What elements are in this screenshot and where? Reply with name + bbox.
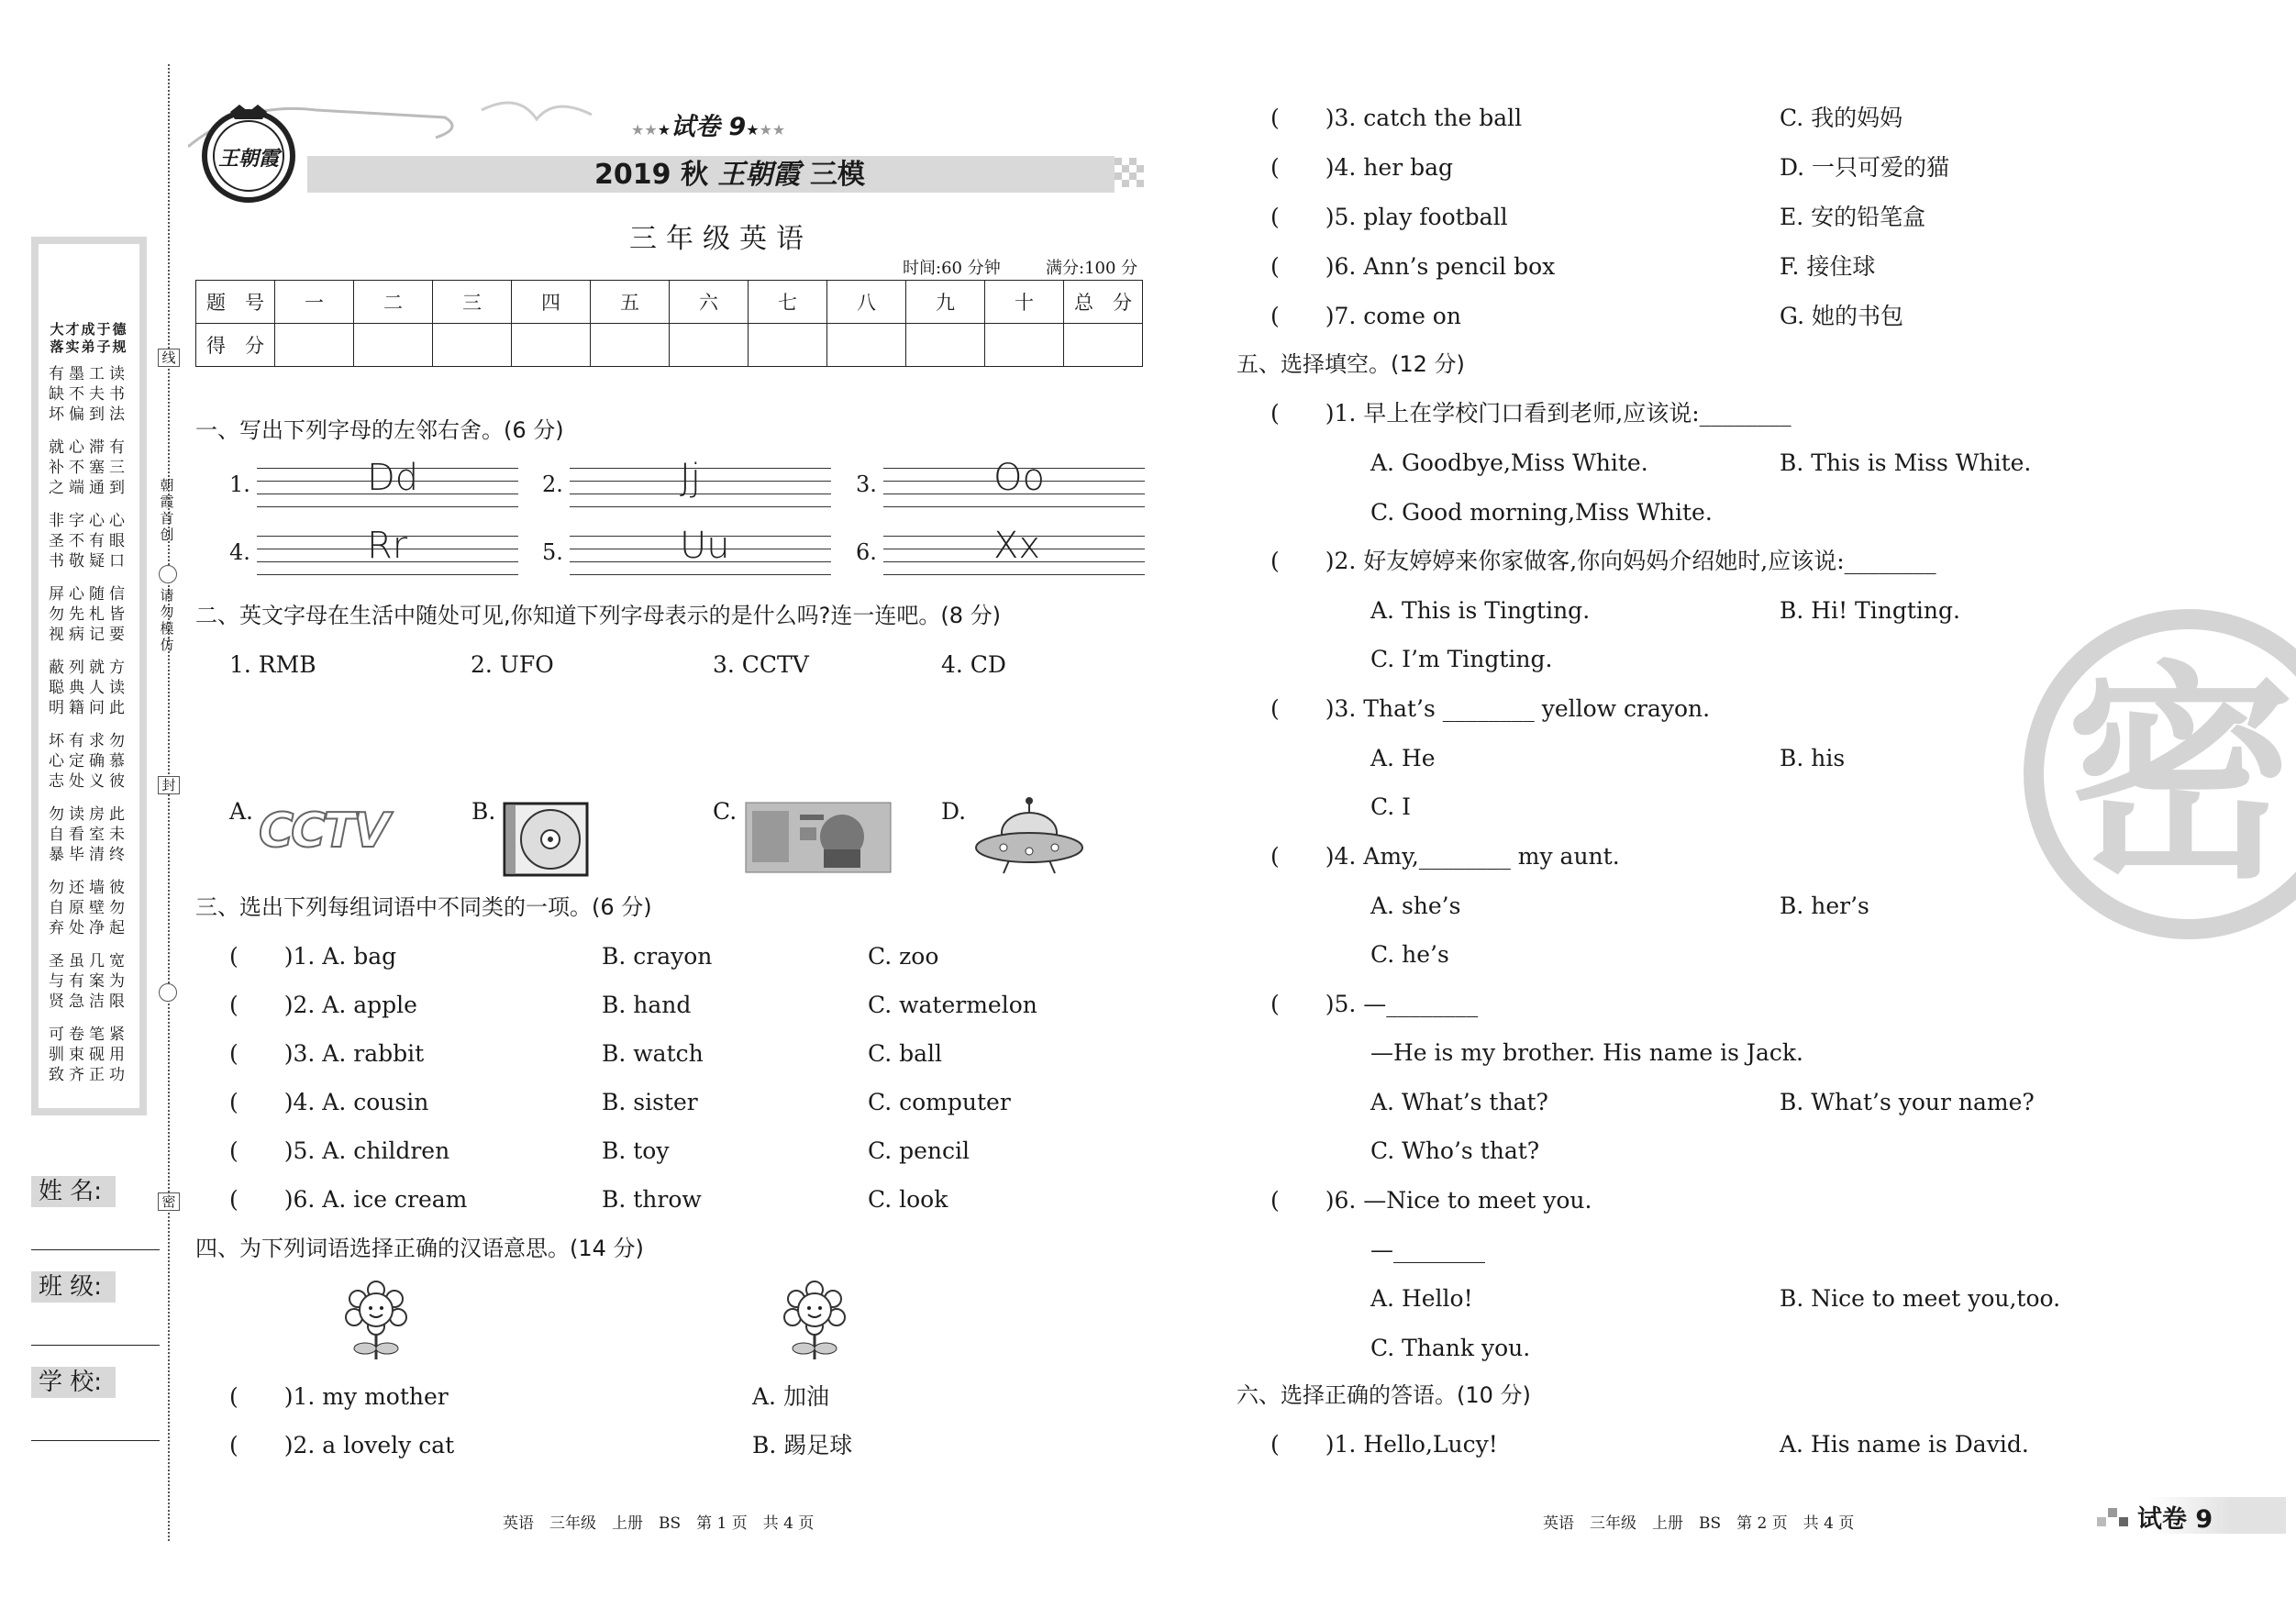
odd-one-out-option: B. hand <box>602 992 692 1018</box>
title-year: 2019 秋 <box>594 159 708 191</box>
four-line-grid[interactable] <box>570 457 831 510</box>
section1-heading: 一、写出下列字母的左邻右舍。(6 分) <box>195 417 564 443</box>
score-input-cell[interactable] <box>591 324 670 367</box>
margin-mark-secret: 密 <box>158 1192 180 1211</box>
four-line-grid[interactable] <box>883 457 1145 510</box>
given-letters: Xx <box>993 525 1041 567</box>
fill-option: A. This is Tingting. <box>1370 597 1591 624</box>
sidebar-verse-line: 自原壁勿 <box>49 899 129 917</box>
fill-option: C. Thank you. <box>1370 1335 1531 1361</box>
meaning-option: E. 安的铅笔盒 <box>1780 204 1926 230</box>
margin-mark-original: 朝霞首创 <box>160 477 174 543</box>
meaning-option: D. 一只可爱的猫 <box>1780 154 1950 181</box>
sidebar-verse-line: 贤急洁限 <box>49 993 129 1011</box>
odd-one-out-option: C. watermelon <box>868 992 1037 1018</box>
score-table-header <box>196 281 1143 324</box>
binding-hole-icon <box>159 565 177 583</box>
score-input-cell[interactable] <box>827 324 906 367</box>
fill-option: C. Good morning,Miss White. <box>1370 499 1713 526</box>
secret-watermark-char: 密 <box>2066 642 2295 909</box>
grid-line <box>570 574 831 575</box>
footer-right: 英语 三年级 上册 BS 第 2 页 共 4 页 <box>1543 1514 1855 1533</box>
meaning-option: B. 踢足球 <box>752 1432 853 1458</box>
footer-left: 英语 三年级 上册 BS 第 1 页 共 4 页 <box>503 1514 815 1533</box>
letter-item-number: 3. <box>856 471 877 497</box>
secret-watermark <box>2024 609 2296 958</box>
score-header-cell: 五 <box>591 281 670 324</box>
four-line-grid[interactable] <box>883 525 1145 578</box>
picture-label-b: B. <box>471 798 496 825</box>
student-name-line[interactable] <box>31 1249 160 1250</box>
footer-tag-label: 试卷 9 <box>2137 1505 2213 1534</box>
sidebar-motto: 大才成于德 落实弟子规 <box>50 321 128 355</box>
odd-one-out-option: C. zoo <box>868 943 939 970</box>
title-brand: 王朝霞 <box>717 159 801 191</box>
fill-option: B. What’s your name? <box>1780 1089 2035 1115</box>
sidebar-verse-line: 视病记要 <box>49 626 129 644</box>
meaning-phrase: ( )1. my mother <box>229 1383 449 1410</box>
score-header-cell: 二 <box>354 281 433 324</box>
cctv-logo-image: CCTV <box>259 804 388 859</box>
sidebar-verse-line: 志处义彼 <box>49 772 129 791</box>
grid-line <box>257 574 518 575</box>
ufo-image <box>972 796 1086 882</box>
sidebar-verse-line: 聪典人读 <box>49 679 129 697</box>
odd-one-out-option: C. ball <box>868 1040 943 1067</box>
fill-question: ( )2. 好友婷婷来你家做客,你向妈妈介绍她时,应该说:________ <box>1270 548 1936 574</box>
star-icon: ★ <box>746 121 760 139</box>
fill-option: C. Who’s that? <box>1370 1137 1540 1164</box>
score-input-cell[interactable] <box>985 324 1064 367</box>
picture-label-c: C. <box>713 798 738 825</box>
match-item-ufo: 2. UFO <box>471 651 554 678</box>
sidebar-verse-line: 驯束砚用 <box>49 1046 129 1064</box>
fill-option: C. he’s <box>1370 941 1449 968</box>
score-header-cell: 总 分 <box>1064 281 1143 324</box>
given-letters: Oo <box>993 457 1045 499</box>
fill-option: A. she’s <box>1370 893 1461 919</box>
odd-one-out-option: ( )3. A. rabbit <box>229 1040 425 1067</box>
fill-option: —________ <box>1370 1237 1485 1263</box>
score-input-cell[interactable] <box>1064 324 1143 367</box>
exam-full-score: 满分:100 分 <box>1046 259 1138 278</box>
sidebar-verse-line: 坏有求勿 <box>49 732 129 750</box>
odd-one-out-option: C. computer <box>868 1089 1011 1115</box>
paper-tag-label: 试卷 9 <box>671 113 747 141</box>
cd-image <box>503 802 589 881</box>
grid-line <box>883 506 1145 507</box>
picture-label-d: D. <box>941 798 967 825</box>
sidebar-verse-line: 圣虽几宽 <box>49 952 129 970</box>
margin-mark-no-copy: 请勿模仿 <box>160 587 174 653</box>
meaning-option: A. 加油 <box>752 1383 829 1410</box>
odd-one-out-option: C. look <box>868 1186 948 1213</box>
score-input-cell[interactable] <box>749 324 827 367</box>
match-item-cctv: 3. CCTV <box>713 651 809 678</box>
fill-option: A. He <box>1370 745 1436 771</box>
given-letters: Rr <box>367 525 408 567</box>
meaning-phrase: ( )3. catch the ball <box>1270 105 1523 131</box>
meaning-phrase: ( )7. come on <box>1270 303 1461 329</box>
sidebar-verse-line: 屏心随信 <box>49 585 129 604</box>
match-item-cd: 4. CD <box>941 651 1006 678</box>
fill-question: ( )1. 早上在学校门口看到老师,应该说:________ <box>1270 400 1791 427</box>
odd-one-out-option: ( )5. A. children <box>229 1137 450 1164</box>
sidebar-verse-line: 致齐正功 <box>49 1066 129 1084</box>
binding-hole-icon <box>159 983 177 1002</box>
four-line-grid[interactable] <box>570 525 831 578</box>
brand-logo-text: 王朝霞 <box>217 147 279 171</box>
meaning-option: C. 我的妈妈 <box>1780 105 1903 131</box>
fill-question: ( )3. That’s ________ yellow crayon. <box>1270 695 1711 722</box>
grid-line <box>570 506 831 507</box>
sidebar-verse-line: 心定确慕 <box>49 752 129 771</box>
sidebar-verse-line: 补不塞三 <box>49 459 129 477</box>
student-school-line[interactable] <box>31 1440 160 1441</box>
score-input-cell[interactable] <box>512 324 591 367</box>
meaning-option: G. 她的书包 <box>1780 303 1903 329</box>
sidebar-verse-line: 之端通到 <box>49 479 129 497</box>
sidebar-verse-line: 非字心心 <box>49 512 129 530</box>
fill-question: ( )5. —________ <box>1270 991 1479 1017</box>
star-icon: ★★ <box>759 121 786 139</box>
odd-one-out-option: B. watch <box>602 1040 704 1067</box>
sidebar-verse-line: 缺不夫书 <box>49 385 129 404</box>
title-suffix: 三模 <box>809 159 865 191</box>
sidebar-verse-line: 弃处净起 <box>49 919 129 937</box>
sidebar-verse-line: 自看室未 <box>49 826 129 844</box>
four-line-grid[interactable] <box>257 457 518 510</box>
letter-item-number: 4. <box>229 539 250 565</box>
odd-one-out-option: ( )1. A. bag <box>229 943 397 970</box>
score-header-cell: 十 <box>985 281 1064 324</box>
sidebar-verse-line: 圣不有眼 <box>49 532 129 550</box>
odd-one-out-option: ( )2. A. apple <box>229 992 417 1018</box>
sidebar-verse-line: 勿读房此 <box>49 805 129 824</box>
picture-label-a: A. <box>229 798 254 825</box>
sidebar-verse-line: 有墨工读 <box>49 365 129 383</box>
student-class-line[interactable] <box>31 1345 160 1346</box>
score-header-cell: 八 <box>827 281 906 324</box>
section2-heading: 二、英文字母在生活中随处可见,你知道下列字母表示的是什么吗?连一连吧。(8 分) <box>195 603 1001 628</box>
score-header-cell: 三 <box>433 281 512 324</box>
sidebar-verse-line: 勿还墙彼 <box>49 879 129 897</box>
score-header-cell: 六 <box>670 281 749 324</box>
margin-mark-seal: 封 <box>158 776 180 794</box>
score-input-cell[interactable] <box>906 324 985 367</box>
student-name-label: 姓 名: <box>31 1176 116 1207</box>
section6-heading: 六、选择正确的答语。(10 分) <box>1237 1382 1531 1408</box>
student-class-label: 班 级: <box>31 1271 116 1303</box>
given-letters: Uu <box>680 525 730 567</box>
paper-tag <box>631 114 785 144</box>
exam-title <box>594 158 865 193</box>
fill-option: B. This is Miss White. <box>1780 449 2032 476</box>
fill-option: A. Hello! <box>1370 1285 1473 1312</box>
score-table <box>195 280 1143 367</box>
four-line-grid[interactable] <box>257 525 518 578</box>
section3-heading: 三、选出下列每组词语中不同类的一项。(6 分) <box>195 894 652 920</box>
star-icon: ★ <box>657 121 671 139</box>
score-header-cell: 四 <box>512 281 591 324</box>
letter-item-number: 5. <box>542 539 563 565</box>
score-header-cell: 九 <box>906 281 985 324</box>
student-school-label: 学 校: <box>31 1367 116 1398</box>
fill-option: B. Nice to meet you,too. <box>1780 1285 2061 1312</box>
odd-one-out-option: C. pencil <box>868 1137 971 1164</box>
sidebar-verse-line: 就心滞有 <box>49 438 129 457</box>
letter-item-number: 2. <box>542 471 563 497</box>
given-letters: Dd <box>367 457 419 499</box>
sidebar-verse-line: 蔽列就方 <box>49 659 129 677</box>
sidebar-verse-line: 可卷笔紧 <box>49 1026 129 1044</box>
flower-image <box>780 1281 849 1367</box>
score-header-cell: 七 <box>749 281 827 324</box>
subject-title: 三年级英语 <box>629 223 813 255</box>
sidebar-verse-line: 书敬疑口 <box>49 552 129 571</box>
rules-sidebar <box>31 237 147 1115</box>
footer-tag <box>2093 1497 2286 1534</box>
section5-heading: 五、选择填空。(12 分) <box>1237 351 1465 377</box>
sidebar-verse-line: 暴毕清终 <box>49 846 129 864</box>
given-letters: Jj <box>680 457 701 499</box>
score-input-cell[interactable] <box>433 324 512 367</box>
score-header-cell: 题 号 <box>196 281 275 324</box>
score-table-scores <box>196 324 1143 367</box>
binding-dashed-line <box>168 64 170 1541</box>
meaning-phrase: ( )4. her bag <box>1270 154 1454 181</box>
fill-option: A. Goodbye,Miss White. <box>1370 449 1648 476</box>
letter-item-number: 6. <box>856 539 877 565</box>
fill-option: —He is my brother. His name is Jack. <box>1370 1039 1803 1066</box>
score-header-cell: 一 <box>275 281 354 324</box>
score-input-cell[interactable] <box>354 324 433 367</box>
sidebar-verse-line: 明籍问此 <box>49 699 129 717</box>
odd-one-out-option: B. crayon <box>602 943 713 970</box>
flower-image <box>341 1281 411 1367</box>
meaning-phrase: ( )6. Ann’s pencil box <box>1270 253 1556 280</box>
reply-option-a: A. His name is David. <box>1780 1431 2029 1458</box>
odd-one-out-option: ( )6. A. ice cream <box>229 1186 468 1213</box>
fill-question: ( )4. Amy,________ my aunt. <box>1270 843 1620 870</box>
match-item-rmb: 1. RMB <box>229 651 316 678</box>
brand-logo <box>198 103 299 204</box>
odd-one-out-option: B. toy <box>602 1137 670 1164</box>
score-input-cell[interactable] <box>275 324 354 367</box>
odd-one-out-option: B. sister <box>602 1089 698 1115</box>
letter-item-number: 1. <box>229 471 250 497</box>
rmb-banknote-image <box>745 802 892 877</box>
fill-option: C. I’m Tingting. <box>1370 646 1553 672</box>
exam-time: 时间:60 分钟 <box>903 259 1001 278</box>
score-label-cell: 得 分 <box>196 324 275 367</box>
grid-line <box>257 506 518 507</box>
sidebar-verse-line: 坏偏到法 <box>49 405 129 424</box>
fill-question: ( )6. —Nice to meet you. <box>1270 1187 1592 1214</box>
fill-option: B. his <box>1780 745 1846 771</box>
odd-one-out-option: B. throw <box>602 1186 702 1213</box>
reply-question-1: ( )1. Hello,Lucy! <box>1270 1431 1498 1458</box>
star-icon: ★★ <box>631 121 658 139</box>
margin-mark-line: 线 <box>158 349 180 367</box>
fill-option: C. I <box>1370 793 1412 820</box>
meaning-phrase: ( )2. a lovely cat <box>229 1432 455 1458</box>
grid-line <box>883 574 1145 575</box>
fill-option: A. What’s that? <box>1370 1089 1548 1115</box>
meaning-option: F. 接住球 <box>1780 253 1876 280</box>
sidebar-verse-line: 勿先札皆 <box>49 605 129 624</box>
score-input-cell[interactable] <box>670 324 749 367</box>
sidebar-verse-line: 与有案为 <box>49 972 129 991</box>
odd-one-out-option: ( )4. A. cousin <box>229 1089 429 1115</box>
fill-option: B. Hi! Tingting. <box>1780 597 1960 624</box>
fill-option: B. her’s <box>1780 893 1869 919</box>
meaning-phrase: ( )5. play football <box>1270 204 1508 230</box>
section4-heading: 四、为下列词语选择正确的汉语意思。(14 分) <box>195 1236 644 1261</box>
